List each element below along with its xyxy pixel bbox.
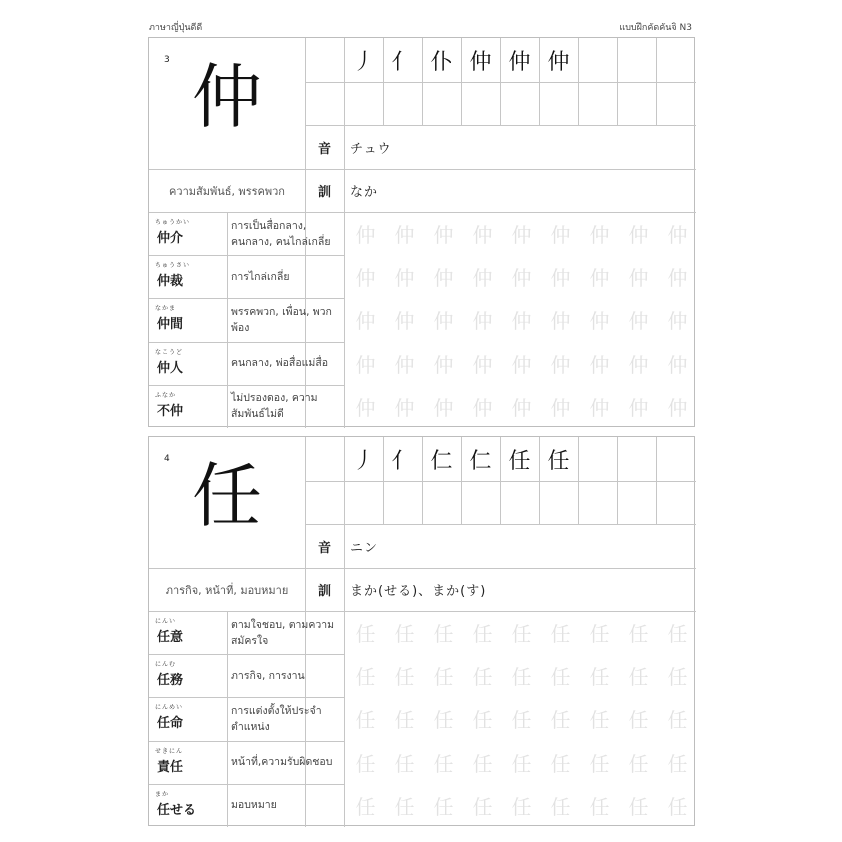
main-kanji: 任 — [192, 455, 262, 537]
on-label: 音 — [317, 540, 331, 556]
trace-kanji: 仲 — [394, 309, 415, 334]
trace-kanji: 仲 — [667, 266, 688, 291]
trace-kanji: 仲 — [589, 266, 610, 291]
trace-kanji: 仲 — [511, 395, 532, 420]
trace-kanji: 仲 — [433, 352, 454, 377]
trace-kanji: 仲 — [628, 266, 649, 291]
trace-kanji: 任 — [667, 794, 688, 819]
vocab-item — [149, 298, 227, 341]
vocab-word: 任意 — [157, 630, 184, 645]
trace-kanji: 任 — [589, 794, 610, 819]
stroke-step: 丿 — [352, 49, 375, 75]
trace-kanji: 任 — [433, 708, 454, 733]
trace-kanji: 任 — [355, 751, 376, 776]
vocab-furigana: ちゅうかい — [155, 219, 191, 226]
trace-kanji: 仲 — [472, 309, 493, 334]
kun-reading: まか(せる)、まか(す) — [350, 584, 487, 599]
trace-kanji: 仲 — [433, 395, 454, 420]
trace-kanji: 仲 — [667, 352, 688, 377]
kanji-meaning: ความสัมพันธ์, พรรคพวก — [169, 184, 285, 198]
vocab-meaning: มอบหมาย — [231, 799, 277, 812]
trace-kanji: 仲 — [511, 266, 532, 291]
trace-kanji: 任 — [433, 622, 454, 646]
trace-kanji: 仲 — [511, 309, 532, 334]
trace-kanji: 任 — [511, 794, 532, 819]
header-right: แบบฝึกคัดคันจิ N3 — [619, 23, 692, 33]
trace-kanji: 仲 — [394, 266, 415, 291]
trace-kanji: 仲 — [550, 352, 571, 377]
vocab-furigana: にんめい — [155, 704, 184, 712]
vocab-item — [149, 611, 227, 654]
trace-kanji: 仲 — [394, 223, 415, 247]
vocab-meaning: พรรคพวก, เพื่อน, พวกพ้อง — [231, 305, 332, 334]
stroke-step: 任 — [547, 448, 570, 474]
trace-kanji: 仲 — [589, 309, 610, 334]
kanji-number: 3 — [164, 55, 170, 65]
trace-kanji: 任 — [550, 708, 571, 733]
trace-kanji: 任 — [550, 794, 571, 819]
trace-kanji: 仲 — [472, 223, 493, 247]
trace-kanji: 仲 — [433, 266, 454, 291]
trace-kanji: 任 — [355, 622, 376, 646]
trace-kanji: 任 — [511, 751, 532, 776]
vocab-item — [149, 212, 227, 255]
stroke-step: 亻 — [391, 49, 414, 75]
on-reading: チュウ — [350, 141, 392, 157]
trace-kanji: 任 — [628, 794, 649, 819]
vocab-word: 仲人 — [157, 360, 184, 376]
trace-kanji: 仲 — [355, 352, 376, 377]
trace-kanji: 仲 — [550, 309, 571, 334]
vocab-meaning: การเป็นสื่อกลาง, คนกลาง, คนไกล่เกลี่ย — [231, 219, 331, 248]
trace-kanji: 仲 — [355, 395, 376, 420]
vocab-furigana: なかま — [155, 305, 177, 313]
trace-kanji: 仲 — [472, 352, 493, 377]
trace-kanji: 任 — [550, 622, 571, 646]
vocab-word: 任務 — [157, 673, 184, 689]
trace-kanji: 任 — [667, 751, 688, 776]
trace-kanji: 任 — [355, 708, 376, 733]
trace-kanji: 任 — [628, 708, 649, 733]
vocab-furigana: ちゅうさい — [155, 262, 191, 270]
trace-kanji: 任 — [433, 794, 454, 819]
trace-kanji: 任 — [550, 751, 571, 776]
trace-kanji: 仲 — [394, 395, 415, 420]
trace-kanji: 任 — [394, 622, 415, 646]
vocab-furigana: なこうど — [155, 348, 184, 356]
kanji-block — [148, 37, 695, 427]
vocab-item — [149, 741, 227, 784]
trace-kanji: 仲 — [628, 309, 649, 334]
stroke-step: 仲 — [508, 49, 531, 75]
vocab-meaning: ไม่ปรองดอง, ความสัมพันธ์ไม่ดี — [231, 392, 318, 421]
vocab-furigana: まか — [155, 790, 170, 798]
vocab-furigana: にんむ — [155, 661, 177, 669]
trace-kanji: 仲 — [667, 223, 688, 247]
trace-kanji: 任 — [511, 665, 532, 690]
trace-kanji: 任 — [433, 665, 454, 690]
vocab-word: 仲裁 — [157, 274, 184, 290]
trace-kanji: 仲 — [355, 309, 376, 334]
trace-kanji: 任 — [628, 665, 649, 690]
vocab-word: 不仲 — [157, 403, 184, 419]
stroke-step: 仲 — [469, 49, 492, 75]
trace-kanji: 任 — [355, 665, 376, 690]
vocab-item — [149, 255, 227, 298]
trace-kanji: 任 — [472, 665, 493, 690]
stroke-step: 仁 — [430, 448, 453, 474]
trace-kanji: 仲 — [589, 395, 610, 420]
trace-kanji: 任 — [472, 751, 493, 776]
on-reading: ニン — [350, 540, 379, 556]
trace-kanji: 仲 — [589, 223, 610, 247]
vocab-meaning: ภารกิจ, การงาน — [231, 669, 305, 682]
trace-kanji: 仲 — [355, 266, 376, 291]
trace-kanji: 仲 — [628, 223, 649, 247]
trace-kanji: 任 — [628, 622, 649, 646]
trace-kanji: 任 — [667, 622, 688, 646]
trace-kanji: 任 — [667, 665, 688, 690]
trace-kanji: 仲 — [667, 395, 688, 420]
trace-kanji: 仲 — [550, 395, 571, 420]
header-left: ภาษาญี่ปุ่นดีดี — [149, 23, 203, 33]
kun-reading: なか — [350, 185, 379, 200]
vocab-meaning: คนกลาง, พ่อสื่อแม่สื่อ — [231, 357, 329, 370]
vocab-furigana: せきにん — [155, 747, 184, 755]
trace-kanji: 任 — [589, 622, 610, 646]
vocab-furigana: にんい — [155, 618, 177, 625]
vocab-item — [149, 654, 227, 697]
stroke-step: 仆 — [430, 49, 453, 75]
vocab-meaning: ตามใจชอบ, ตามความสมัครใจ — [231, 618, 335, 647]
trace-kanji: 任 — [589, 708, 610, 733]
trace-kanji: 任 — [667, 708, 688, 733]
vocab-word: 任命 — [157, 716, 184, 732]
trace-kanji: 仲 — [511, 223, 532, 247]
trace-kanji: 任 — [472, 794, 493, 819]
trace-kanji: 仲 — [550, 223, 571, 247]
trace-kanji: 仲 — [550, 266, 571, 291]
trace-kanji: 任 — [394, 751, 415, 776]
trace-kanji: 任 — [472, 708, 493, 733]
trace-kanji: 任 — [355, 794, 376, 819]
on-label: 音 — [317, 141, 331, 157]
trace-kanji: 仲 — [589, 352, 610, 377]
vocab-meaning: หน้าที่,ความรับผิดชอบ — [231, 756, 333, 769]
trace-kanji: 仲 — [667, 309, 688, 334]
trace-kanji: 任 — [394, 665, 415, 690]
trace-kanji: 任 — [628, 751, 649, 776]
kanji-number: 4 — [164, 454, 170, 464]
trace-kanji: 仲 — [472, 395, 493, 420]
trace-kanji: 仲 — [355, 223, 376, 247]
vocab-word: 仲間 — [157, 317, 184, 333]
trace-kanji: 任 — [589, 751, 610, 776]
vocab-item — [149, 385, 227, 428]
vocab-word: 任せる — [157, 802, 197, 818]
trace-kanji: 仲 — [394, 352, 415, 377]
trace-kanji: 仲 — [628, 395, 649, 420]
trace-kanji: 任 — [550, 665, 571, 690]
trace-kanji: 仲 — [433, 309, 454, 334]
vocab-item — [149, 697, 227, 740]
vocab-meaning: การแต่งตั้งให้ประจำตำแหน่ง — [231, 704, 322, 733]
kanji-meaning: ภารกิจ, หน้าที่, มอบหมาย — [165, 583, 289, 597]
trace-kanji: 任 — [394, 794, 415, 819]
trace-kanji: 仲 — [511, 352, 532, 377]
stroke-step: 丿 — [352, 448, 375, 474]
kanji-block — [148, 436, 695, 826]
stroke-step: 任 — [508, 448, 531, 474]
vocab-item — [149, 342, 227, 385]
kun-label: 訓 — [317, 584, 331, 599]
trace-kanji: 仲 — [433, 223, 454, 247]
trace-kanji: 仲 — [628, 352, 649, 377]
kun-label: 訓 — [317, 185, 331, 200]
main-kanji: 仲 — [192, 56, 262, 138]
vocab-item — [149, 784, 227, 827]
trace-kanji: 任 — [394, 708, 415, 733]
trace-kanji: 仲 — [472, 266, 493, 291]
stroke-step: 亻 — [391, 448, 414, 474]
trace-kanji: 任 — [589, 665, 610, 690]
trace-kanji: 任 — [472, 622, 493, 646]
vocab-word: 責任 — [157, 759, 184, 775]
trace-kanji: 任 — [433, 751, 454, 776]
trace-kanji: 任 — [511, 622, 532, 646]
trace-kanji: 任 — [511, 708, 532, 733]
vocab-furigana: ふなか — [155, 391, 177, 399]
stroke-step: 仁 — [469, 448, 492, 474]
vocab-word: 仲介 — [157, 231, 184, 246]
stroke-step: 仲 — [547, 49, 570, 75]
vocab-meaning: การไกล่เกลี่ย — [231, 270, 290, 283]
